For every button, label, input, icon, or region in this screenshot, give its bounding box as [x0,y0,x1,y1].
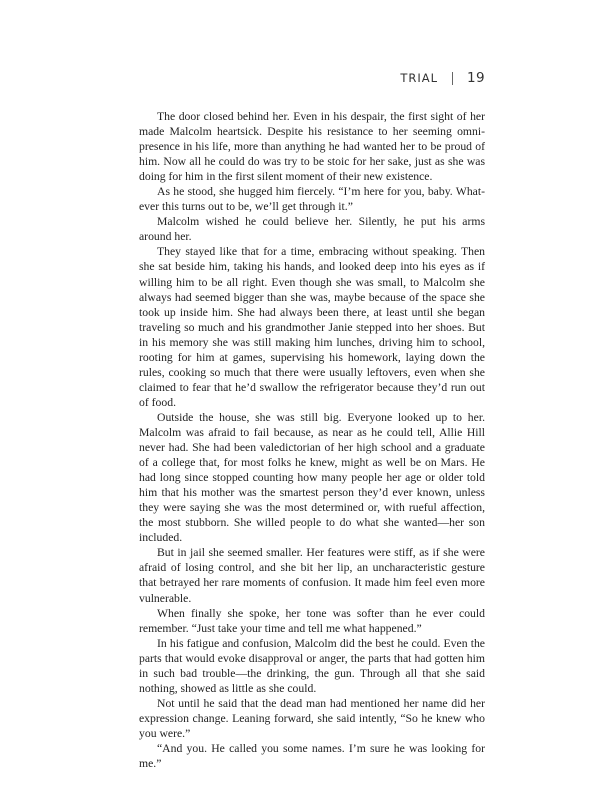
paragraph: Not until he said that the dead man had mentioned her name did her expression change. Leaning forward, she said intently, “So he knew who you were.” [139,696,485,740]
page-number: 19 [467,70,485,86]
chapter-title: TRIAL [400,71,439,85]
body-text [139,109,485,771]
paragraph: “And you. He called you some names. I’m sure he was looking for me.” [139,741,485,771]
running-header [400,70,485,86]
paragraph: Malcolm wished he could believe her. Silently, he put his arms around her. [139,215,485,244]
paragraph: As he stood, she hugged him fiercely. “I’m here for you, baby. What-ever this turns out to be, we’ll get through it.” [139,185,485,214]
paragraph: But in jail she seemed smaller. Her features were stiff, as if she were afraid of losing control, and she bit her lip, an uncharacteristic gesture that betrayed her rare moments of confusion. It made him feel even more vulnerable. [139,546,485,605]
paragraph: In his fatigue and confusion, Malcolm did the best he could. Even the parts that would evoke disapproval or anger, the parts that had gotten him in such bad trouble—the drinking, the gun. Through all that she said nothing, showed as little as she could. [139,636,485,695]
paragraph: The door closed behind her. Even in his despair, the first sight of her made Malcolm heartsick. Despite his resistance to her seeming omni-presence in his life, more than anything he had wanted her to be proud of him. Now all he could do was try to be stoic for her sake, just as she was doing for him in the first silent moment of their new existence. [139,110,485,184]
header-divider [452,72,453,85]
paragraph: When finally she spoke, her tone was softer than he ever could remember. “Just take your time and tell me what happened.” [139,606,485,635]
paragraph: Outside the house, she was still big. Everyone looked up to her. Malcolm was afraid to fail because, as near as he could tell, Allie Hill never had. She had been valedictorian of her high school and a graduate of a college that, for most folks he knew, might as well be on Mars. He had long since stopped counting how many people her age or older told him that his mother was the smartest person they’d ever known, unless they were saying she was the most determined or, with rueful affection, the most stubborn. She willed people to do what she wanted—her son included. [139,410,485,545]
paragraph: They stayed like that for a time, embracing without speaking. Then she sat beside him, taking his hands, and looked deep into his eyes as if willing him to be all right. Even though she was small, to Malcolm she always had seemed bigger than she was, maybe because of the space she took up inside him. She had always been there, at least until she began traveling so much and his grandmother Janie stepped into her shoes. But in his memory she was still making him lunches, driving him to school, rooting for him at games, supervising his homework, laying down the rules, cooking so much that there were usually leftovers, even when she claimed to fear that he’d swallow the refrigerator because they’d run out of food. [139,245,485,409]
